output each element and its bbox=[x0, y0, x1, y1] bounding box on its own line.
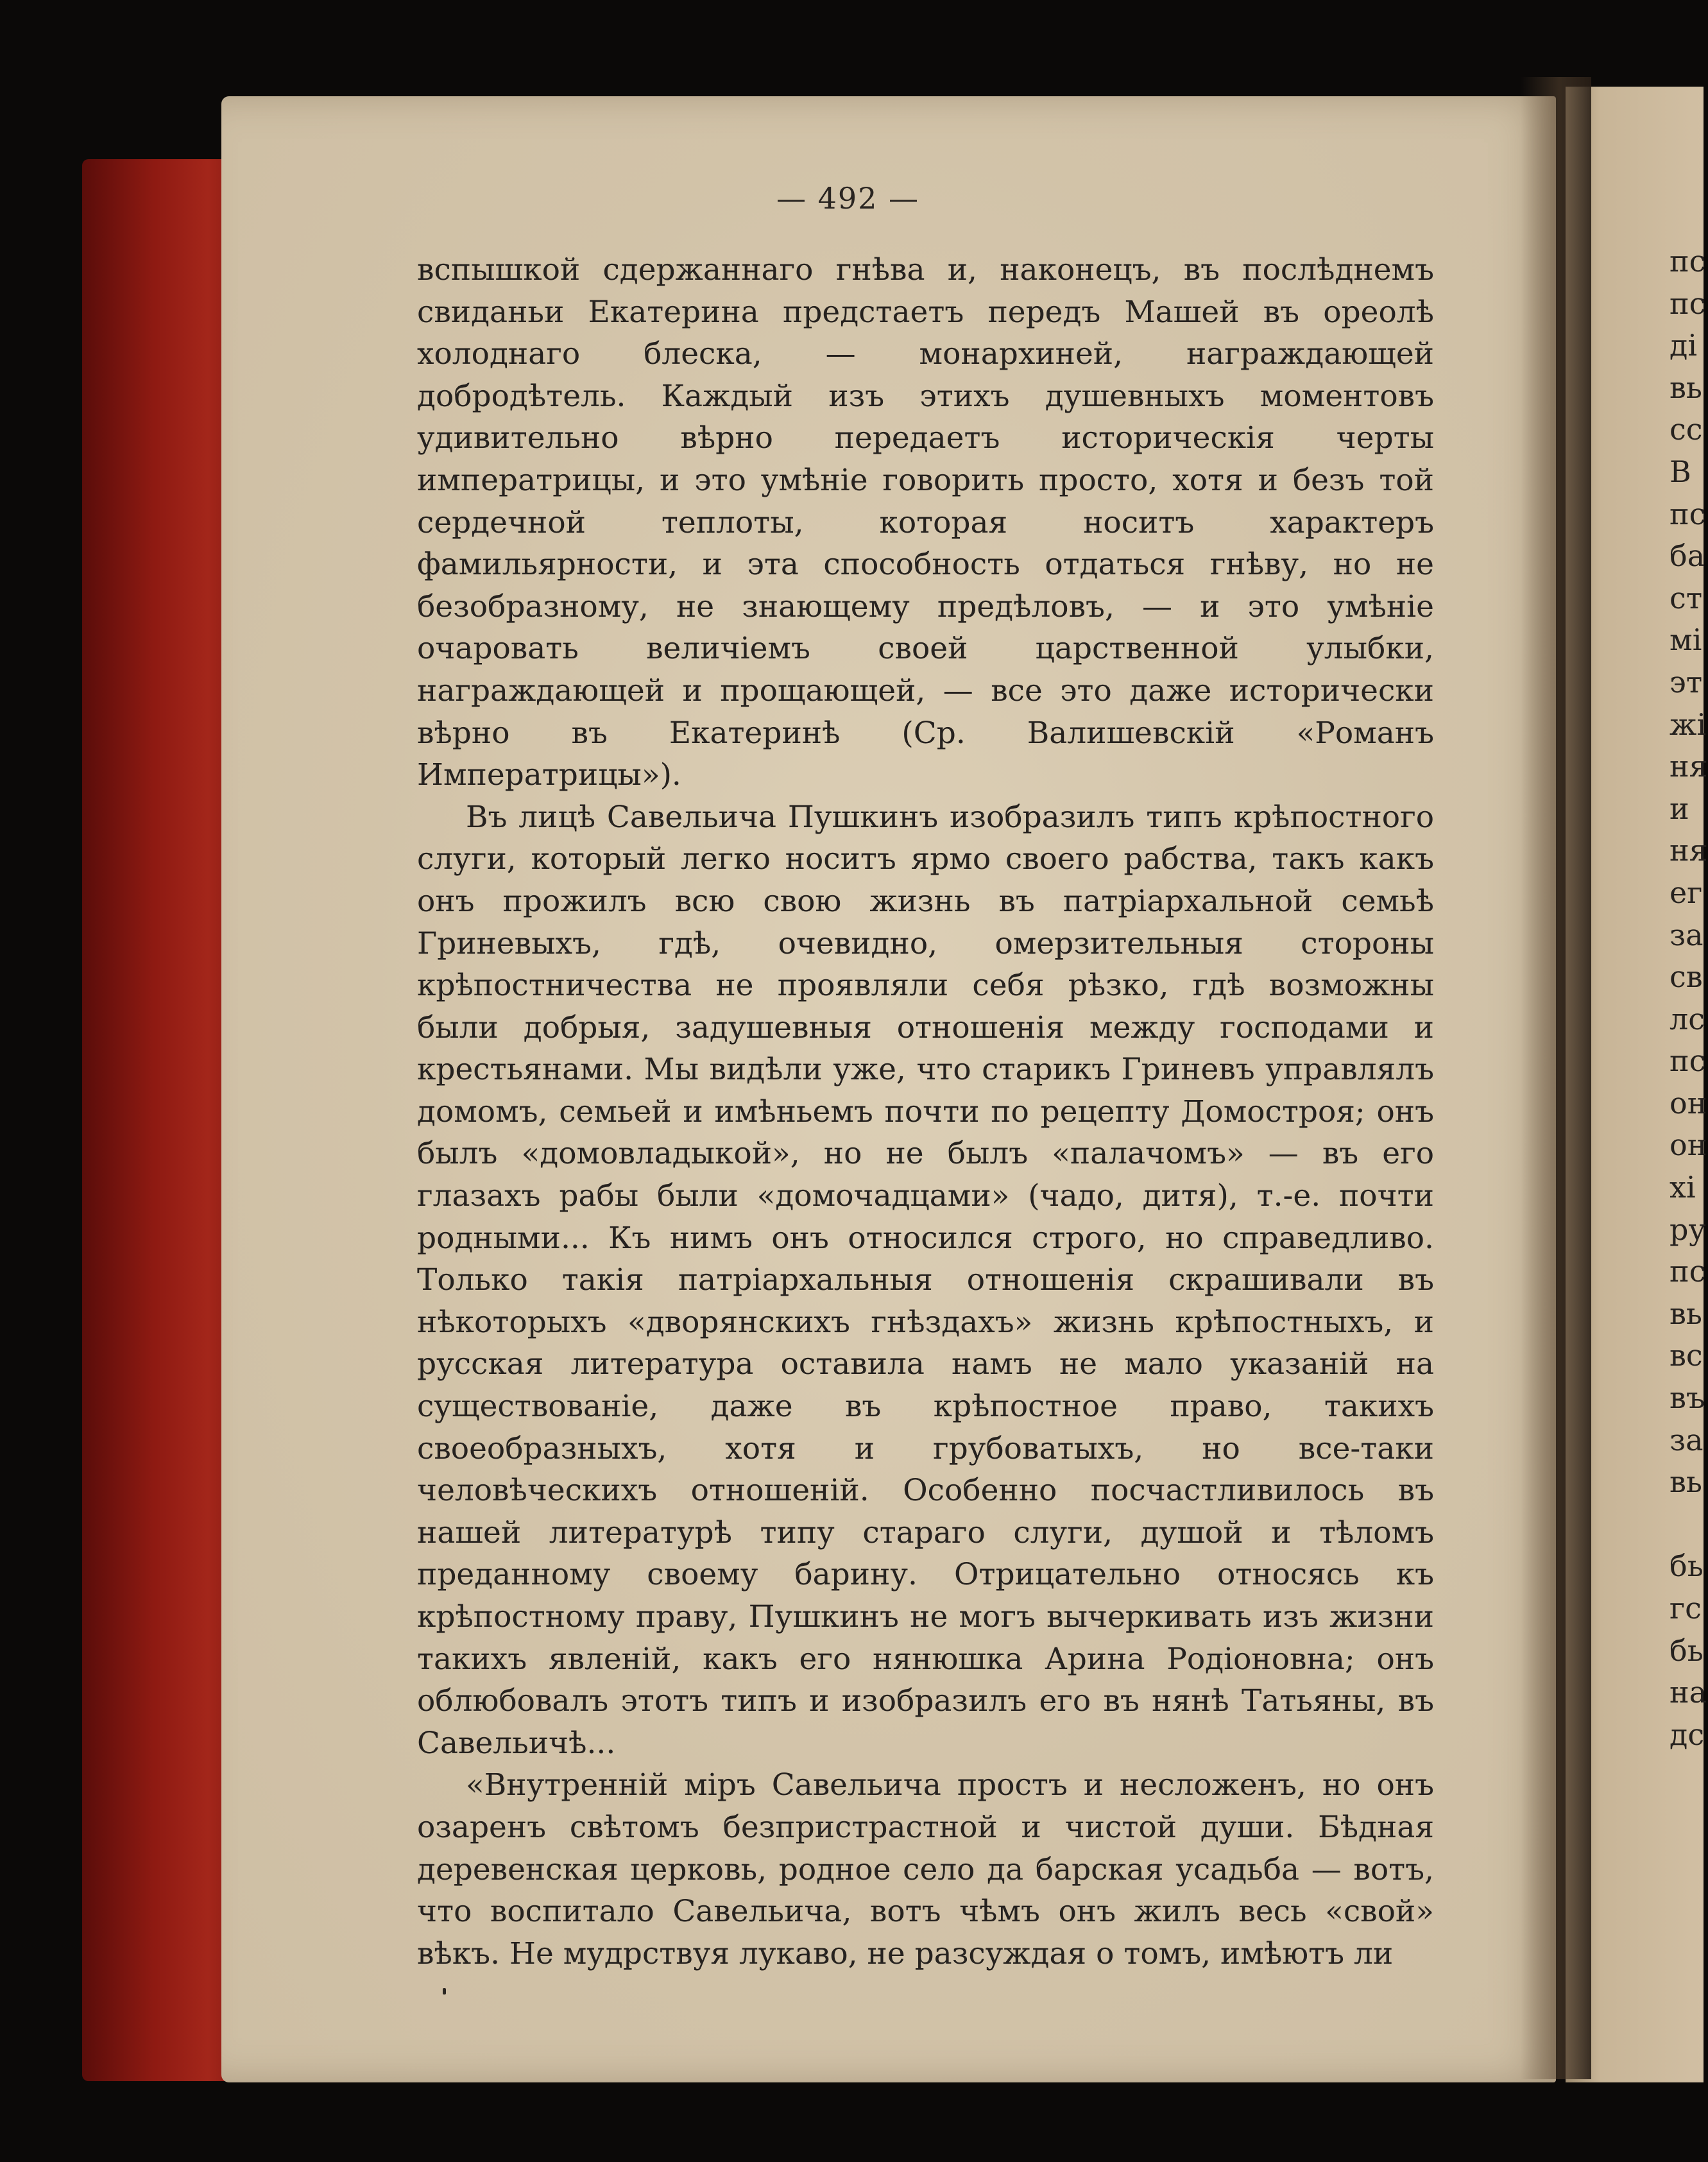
paragraph-2: Въ лицѣ Савельича Пушкинъ изобразилъ типъ крѣпостного слуги, который легко носитъ ярмо своего рабства, такъ какъ онъ прожилъ всю свою жизнь въ патріархальной семьѣ Гриневыхъ, гдѣ, очевидно, омерзительныя стороны крѣпостничества не проявляли себя рѣзко, гдѣ возможны были добрыя, задушевныя отношенія между господами и крестьянами. Мы видѣли уже, что старикъ Гриневъ управлялъ домомъ, семьей и имѣньемъ почти по рецепту Домостроя; онъ былъ «домовладыкой», но не былъ «палачомъ» — въ его глазахъ рабы были «домочадцами» (чадо, дитя), т.-е. почти родными... Къ нимъ онъ относился строго, но справедливо. Только такія патріархальныя отношенія скрашивали въ нѣкоторыхъ «дворянскихъ гнѣздахъ» жизнь крѣпостныхъ, и русская литература оставила намъ не мало указаній на существованіе, даже въ крѣпостное право, такихъ своеобразныхъ, хотя и грубоватыхъ, но все-таки человѣческихъ отношеній. Особенно посчастливилось въ нашей литературѣ типу стараго слуги, душой и тѣломъ преданному своему барину. Отрицательно относясь къ крѣпостному праву, Пушкинъ не могъ вычеркивать изъ жизни такихъ явленій, какъ его нянюшка Арина Родіоновна; онъ облюбовалъ этотъ типъ и изобразилъ его въ нянѣ Татьяны, въ Савельичѣ... bbox=[417, 799, 1434, 1761]
facing-line: он bbox=[1670, 1085, 1707, 1120]
spine-shadow bbox=[1521, 77, 1591, 2079]
facing-line: ег bbox=[1670, 875, 1703, 910]
facing-line bbox=[1670, 1504, 1708, 1546]
facing-line: ня bbox=[1670, 749, 1708, 784]
facing-line: ді bbox=[1670, 328, 1698, 363]
facing-line: вь bbox=[1670, 370, 1702, 405]
paragraph-3: «Внутренній міръ Савельича простъ и несложенъ, но онъ озаренъ свѣтомъ безпристрастной и чистой души. Бѣдная деревенская церковь, родное село да барская усадьба — вотъ, что воспитало Савельича, вотъ чѣмъ онъ жилъ весь «свой» вѣкъ. Не мудрствуя лукаво, не разсуждая о томъ, имѣютъ ли bbox=[417, 1767, 1434, 1971]
page-number: — 492 — bbox=[776, 181, 920, 216]
facing-line: пс bbox=[1670, 496, 1706, 531]
facing-line: и bbox=[1670, 791, 1689, 826]
facing-page-text bbox=[1670, 241, 1708, 1756]
facing-line: лс bbox=[1670, 1001, 1705, 1036]
facing-line: жі bbox=[1670, 707, 1707, 742]
facing-line: бь bbox=[1670, 1549, 1704, 1584]
facing-line: сс bbox=[1670, 412, 1703, 447]
facing-line: на bbox=[1670, 1675, 1707, 1710]
facing-line: за bbox=[1670, 917, 1704, 952]
facing-line: пс bbox=[1670, 1254, 1706, 1289]
facing-line: дс bbox=[1670, 1717, 1705, 1752]
facing-line: В bbox=[1670, 454, 1691, 489]
facing-line: он bbox=[1670, 1128, 1707, 1163]
facing-line: за bbox=[1670, 1422, 1704, 1457]
facing-line: мі bbox=[1670, 622, 1702, 658]
page-text bbox=[417, 249, 1434, 1975]
facing-line: вь bbox=[1670, 1296, 1702, 1331]
facing-line: хі bbox=[1670, 1170, 1696, 1205]
facing-line: эт bbox=[1670, 664, 1703, 699]
facing-line: вс bbox=[1670, 1338, 1703, 1373]
facing-line: бь bbox=[1670, 1633, 1704, 1668]
facing-line: св bbox=[1670, 959, 1703, 995]
facing-line: ст bbox=[1670, 580, 1703, 615]
paragraph-1: вспышкой сдержаннаго гнѣва и, наконецъ, въ послѣднемъ свиданьи Екатерина предстаетъ передъ Машей въ ореолѣ холоднаго блеска, — монархиней, награждающей добродѣтель. Каждый изъ этихъ душевныхъ моментовъ удивительно вѣрно передаетъ историческія черты императрицы, и это умѣніе говорить просто, хотя и безъ той сердечной теплоты, которая носитъ характеръ фамильярности, и эта способность отдаться гнѣву, но не безобразному, не знающему предѣловъ, — и это умѣніе очаровать величіемъ своей царственной улыбки, награждающей и прощающей, — все это даже исторически вѣрно въ Екатеринѣ (Ср. Валишевскій «Романъ Императрицы»). bbox=[417, 252, 1434, 793]
facing-line: пс bbox=[1670, 244, 1706, 279]
facing-line: ру bbox=[1670, 1212, 1706, 1247]
facing-line: въ bbox=[1670, 1380, 1705, 1416]
facing-line: ба bbox=[1670, 538, 1705, 574]
facing-line: вь bbox=[1670, 1464, 1702, 1500]
facing-line: пс bbox=[1670, 286, 1706, 321]
paper-speck bbox=[443, 1988, 446, 1995]
facing-line: гс bbox=[1670, 1591, 1702, 1626]
facing-line: ня bbox=[1670, 833, 1708, 868]
facing-line: пс bbox=[1670, 1043, 1706, 1079]
